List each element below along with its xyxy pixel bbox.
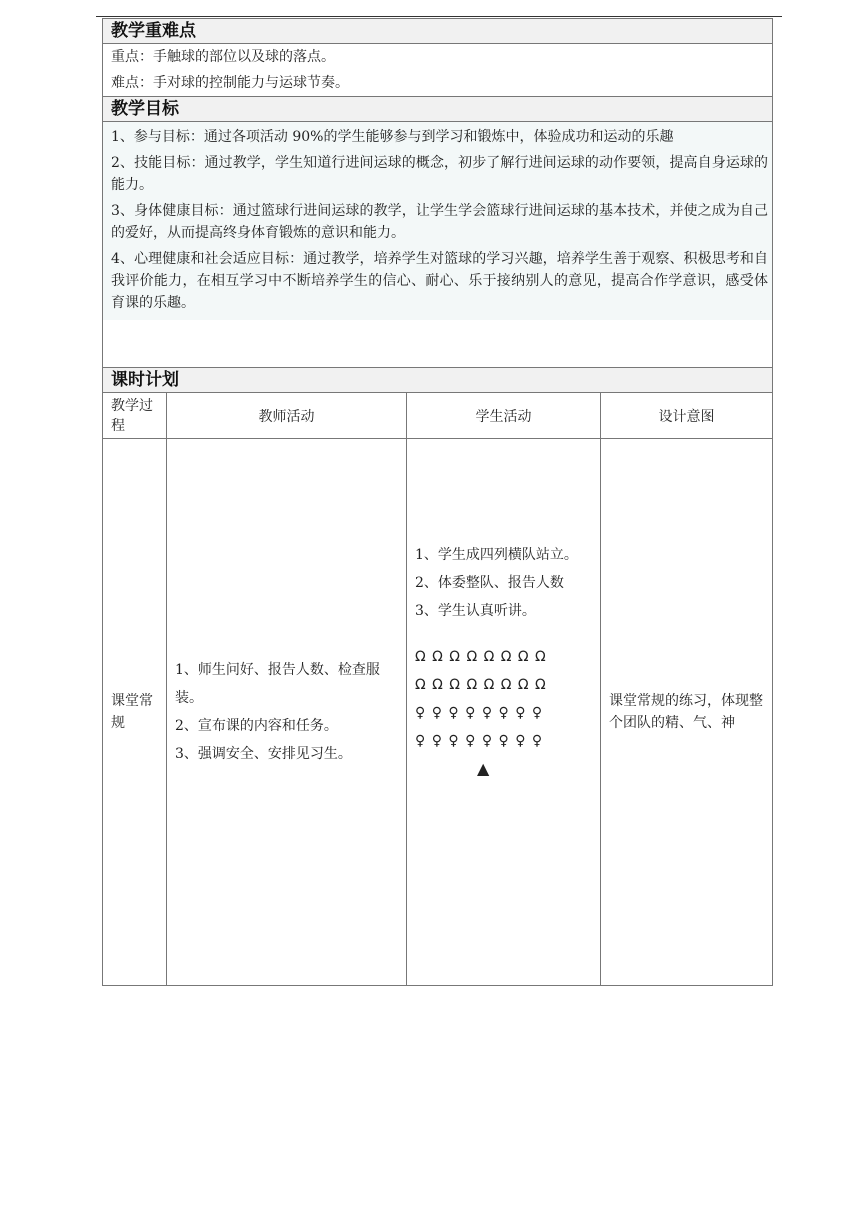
objectives-header-row — [103, 97, 773, 122]
intent-text: 课堂常规的练习，体现整个团队的精、气、神 — [609, 693, 763, 731]
objective-item: 4、心理健康和社会适应目标：通过教学，培养学生对篮球的学习兴趣，培养学生善于观察、积极思考和自我评价能力，在相互学习中不断培养学生的信心、耐心、乐于接纳别人的意见，提高合作学意识，感受体育课的乐趣。 — [111, 251, 768, 311]
header-student: 学生活动 — [407, 393, 601, 439]
plan-title: 课时计划 — [103, 368, 773, 393]
objective-item: 1、参与目标：通过各项活动 90%的学生能够参与到学习和锻炼中，体验成功和运动的乐趣 — [111, 129, 674, 145]
objectives-body — [103, 122, 773, 368]
teacher-line: 2、宣布课的内容和任务。 — [175, 718, 338, 734]
header-process: 教学过程 — [103, 393, 167, 439]
teacher-line: 1、师生问好、报告人数、检查服装。 — [175, 662, 380, 706]
top-rule — [96, 16, 782, 17]
plan-column-headers — [103, 393, 773, 439]
teacher-line: 3、强调安全、安排见习生。 — [175, 746, 352, 762]
teacher-activity-cell — [167, 439, 407, 986]
formation-row: Ω Ω Ω Ω Ω Ω Ω Ω — [415, 649, 547, 665]
formation-row: ♀ ♀ ♀ ♀ ♀ ♀ ♀ ♀ — [415, 705, 544, 721]
stage-cell — [103, 439, 167, 986]
hard-point: 难点：手对球的控制能力与运球节奏。 — [111, 75, 349, 91]
objectives-title: 教学目标 — [103, 97, 773, 122]
objective-item: 3、身体健康目标：通过篮球行进间运球的教学，让学生学会篮球行进间运球的基本技术，并使之成为自己的爱好，从而提高终身体育锻炼的意识和能力。 — [111, 203, 768, 241]
stage-label: 课堂常规 — [111, 693, 153, 731]
difficulty-body — [103, 44, 773, 97]
plan-row — [103, 439, 773, 986]
difficulty-title: 教学重难点 — [103, 19, 773, 44]
student-activity-content — [407, 541, 600, 783]
intent-cell — [601, 439, 773, 986]
difficulty-body-row — [103, 44, 773, 97]
student-activity-cell — [407, 439, 601, 986]
student-line: 2、体委整队、报告人数 — [415, 575, 564, 591]
formation-row: ♀ ♀ ♀ ♀ ♀ ♀ ♀ ♀ — [415, 733, 544, 749]
objectives-body-row — [103, 122, 773, 368]
student-line: 3、学生认真听讲。 — [415, 603, 536, 619]
teacher-position-icon: ▲ — [477, 759, 491, 778]
objectives-list — [103, 122, 772, 320]
formation-diagram — [407, 643, 600, 783]
header-intent: 设计意图 — [601, 393, 773, 439]
header-teacher: 教师活动 — [167, 393, 407, 439]
key-point: 重点：手触球的部位以及球的落点。 — [111, 49, 335, 65]
student-line: 1、学生成四列横队站立。 — [415, 547, 578, 563]
plan-header-row — [103, 368, 773, 393]
lesson-plan-table — [102, 18, 773, 986]
formation-row: Ω Ω Ω Ω Ω Ω Ω Ω — [415, 677, 547, 693]
objective-item: 2、技能目标：通过教学，学生知道行进间运球的概念，初步了解行进间运球的动作要领，提高自身运球的能力。 — [111, 155, 768, 193]
difficulty-header-row — [103, 19, 773, 44]
